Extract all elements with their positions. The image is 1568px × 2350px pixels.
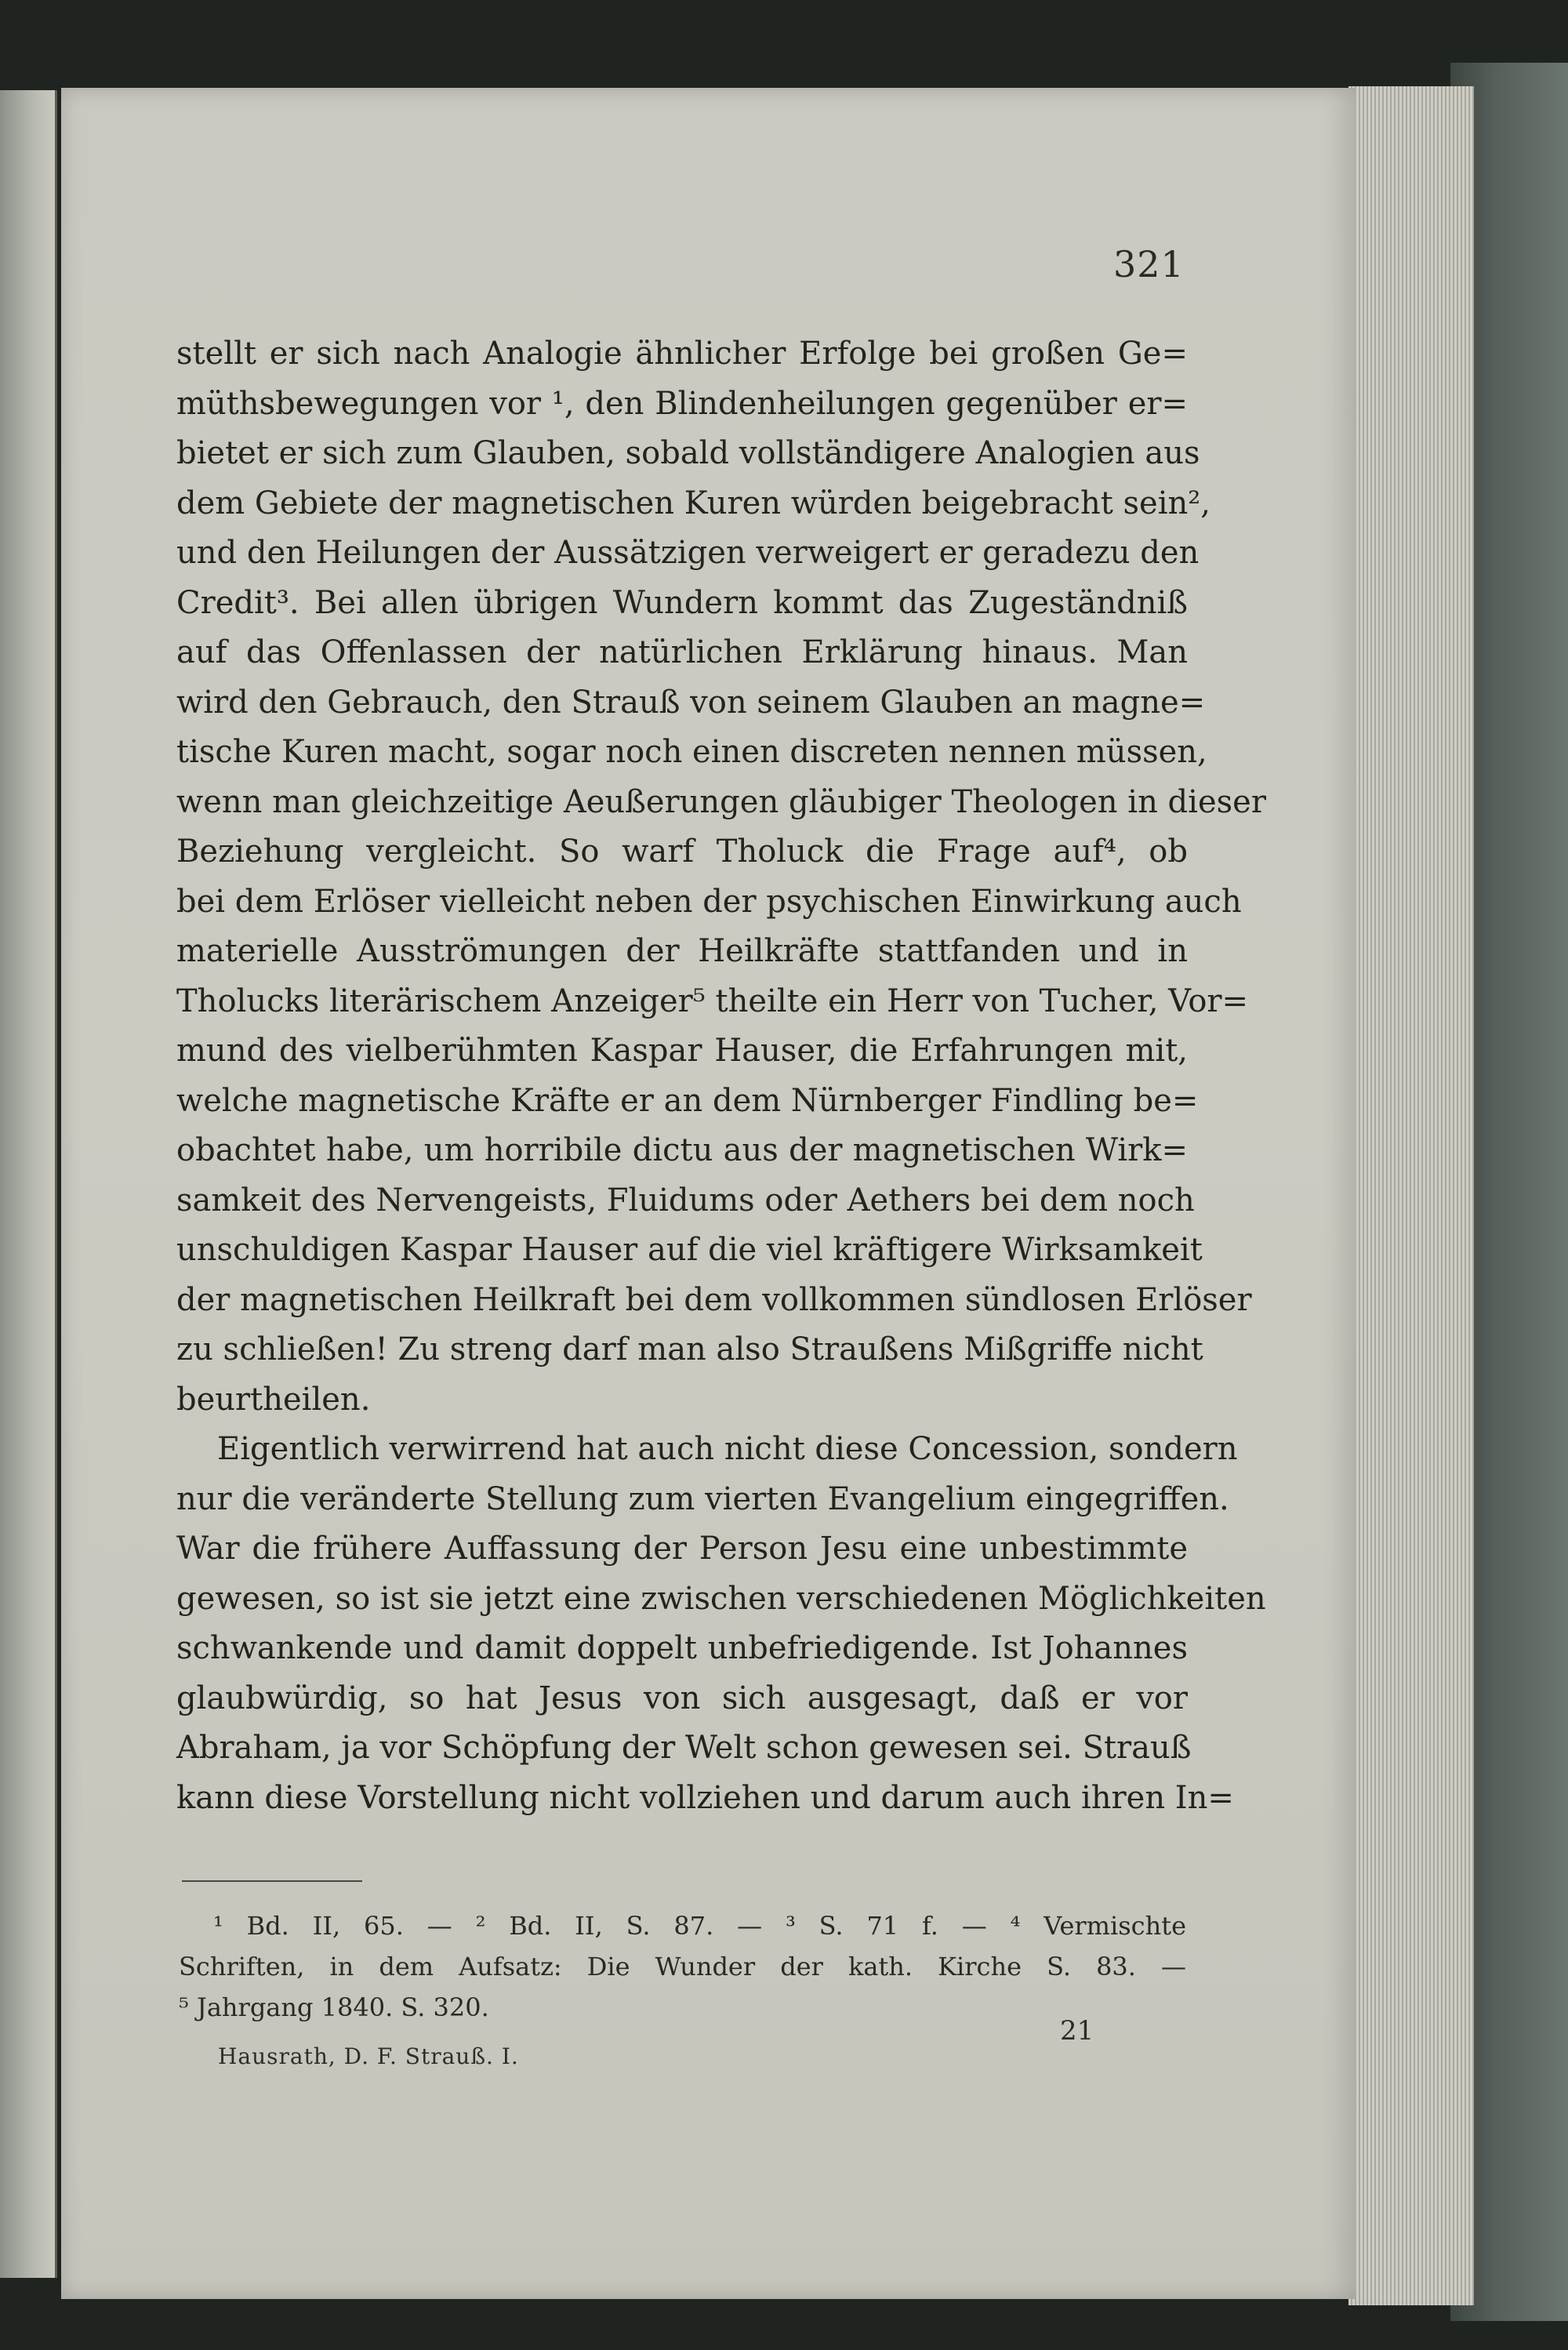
text-line: unschuldigen Kaspar Hauser auf die viel kräftigere Wirksamkeit bbox=[176, 1232, 1203, 1268]
body-text bbox=[176, 329, 1266, 1823]
text-line-paragraph-start: Eigentlich verwirrend hat auch nicht diese Concession, sondern bbox=[217, 1431, 1238, 1467]
text-line: schwankende und damit doppelt unbefriedigende. Ist Johannes bbox=[176, 1630, 1188, 1666]
facing-page-edge bbox=[0, 90, 57, 2278]
text-line: der magnetischen Heilkraft bei dem vollkommen sündlosen Erlöser bbox=[176, 1281, 1252, 1318]
footnote-line: ⁵ Jahrgang 1840. S. 320. bbox=[179, 1992, 489, 2022]
text-line: mund des vielberühmten Kaspar Hauser, die Erfahrungen mit, bbox=[176, 1033, 1188, 1069]
text-line: Credit³. Bei allen übrigen Wundern kommt das Zugeständniß bbox=[176, 584, 1188, 621]
text-line: kann diese Vorstellung nicht vollziehen und darum auch ihren In= bbox=[176, 1779, 1234, 1816]
text-line: War die frühere Auffassung der Person Jesu eine unbestimmte bbox=[176, 1531, 1188, 1567]
printer-signature: Hausrath, D. F. Strauß. I. bbox=[218, 2043, 519, 2069]
text-line: obachtet habe, um horribile dictu aus der magnetischen Wirk= bbox=[176, 1132, 1188, 1168]
text-line: materielle Ausströmungen der Heilkräfte stattfanden und in bbox=[176, 933, 1188, 969]
footnote-divider bbox=[182, 1880, 362, 1882]
text-line: gewesen, so ist sie jetzt eine zwischen verschiedenen Möglichkeiten bbox=[176, 1580, 1266, 1617]
text-line: Abraham, ja vor Schöpfung der Welt schon gewesen sei. Strauß bbox=[176, 1730, 1192, 1766]
text-line: tische Kuren macht, sogar noch einen discreten nennen müssen, bbox=[176, 734, 1207, 770]
text-line: dem Gebiete der magnetischen Kuren würden beigebracht sein², bbox=[176, 485, 1211, 521]
page-number: 321 bbox=[1113, 243, 1185, 285]
text-line: wird den Gebrauch, den Strauß von seinem Glauben an magne= bbox=[176, 684, 1206, 721]
footnotes bbox=[179, 1905, 1186, 2028]
text-line: nur die veränderte Stellung zum vierten Evangelium eingegriffen. bbox=[176, 1480, 1229, 1517]
footnote-line: ¹ Bd. II, 65. — ² Bd. II, S. 87. — ³ S. 71 f. — ⁴ Vermischte bbox=[213, 1911, 1186, 1941]
text-line: glaubwürdig, so hat Jesus von sich ausgesagt, daß er vor bbox=[176, 1680, 1188, 1716]
text-line: und den Heilungen der Aussätzigen verweigert er geradezu den bbox=[176, 535, 1200, 571]
text-line: welche magnetische Kräfte er an dem Nürnberger Findling be= bbox=[176, 1082, 1199, 1119]
text-line: Tholucks literärischem Anzeiger⁵ theilte ein Herr von Tucher, Vor= bbox=[176, 982, 1249, 1019]
text-line: auf das Offenlassen der natürlichen Erklärung hinaus. Man bbox=[176, 634, 1188, 670]
text-line: müthsbewegungen vor ¹, den Blindenheilungen gegenüber er= bbox=[176, 385, 1188, 422]
text-line-paragraph-end: beurtheilen. bbox=[176, 1381, 371, 1418]
footnote-line: Schriften, in dem Aufsatz: Die Wunder der kath. Kirche S. 83. — bbox=[179, 1952, 1186, 1981]
sheet-signature-number: 21 bbox=[1060, 2015, 1094, 2047]
text-line: wenn man gleichzeitige Aeußerungen gläubiger Theologen in dieser bbox=[176, 783, 1266, 820]
text-line: bietet er sich zum Glauben, sobald vollständigere Analogien aus bbox=[176, 435, 1200, 471]
page-stack-edges bbox=[1348, 86, 1474, 2305]
text-line: bei dem Erlöser vielleicht neben der psychischen Einwirkung auch bbox=[176, 883, 1242, 920]
text-line: Beziehung vergleicht. So warf Tholuck die Frage auf⁴, ob bbox=[176, 834, 1188, 870]
text-line: stellt er sich nach Analogie ähnlicher Erfolge bei großen Ge= bbox=[176, 336, 1188, 372]
text-line: zu schließen! Zu streng darf man also Straußens Mißgriffe nicht bbox=[176, 1331, 1203, 1368]
text-line: samkeit des Nervengeists, Fluidums oder Aethers bei dem noch bbox=[176, 1182, 1195, 1219]
